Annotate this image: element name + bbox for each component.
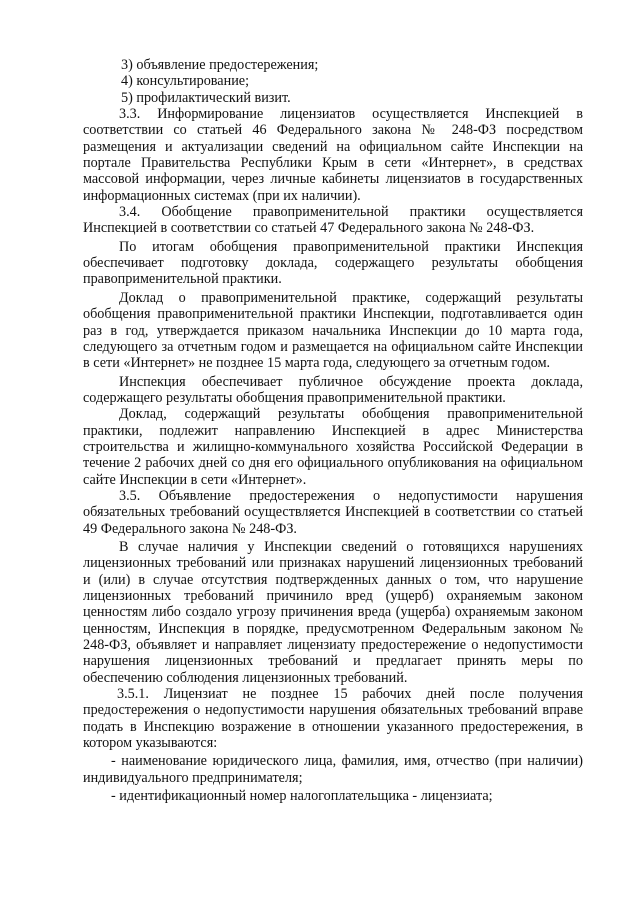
- list-item: - наименование юридического лица, фамилия, имя, отчество (при наличии) индивидуального предпринимателя;: [83, 753, 583, 786]
- paragraph: По итогам обобщения правоприменительной практики Инспекция обеспечивает подготовку доклада, содержащего результаты обобщения правоприменительной практики.: [83, 238, 583, 288]
- list-item: - идентификационный номер налогоплательщика - лицензиата;: [111, 788, 493, 805]
- paragraph: Доклад, содержащий результаты обобщения правоприменительной практики, подлежит направлению Инспекцией в адрес Министерства строительства и жилищно-коммунального хозяйства Российской Федерации в течение 2 рабочих дней со дня его официального опубликования на официальном сайте Инспекции в сети «Интернет».: [83, 406, 583, 488]
- list-item: 4) консультирование;: [121, 73, 250, 90]
- paragraph-3-3: 3.3. Информирование лицензиатов осуществляется Инспекцией в соответствии со статьей 46 Федерального закона № 248-ФЗ посредством размещения и актуализации сведений на официальном сайте Инспекции на портале Правительства Республики Крым в сети «Интернет», в средствах массовой информации, через личные кабинеты лицензиатов в государственных информационных системах (при их наличии).: [83, 106, 583, 204]
- list-item: 5) профилактический визит.: [121, 89, 291, 106]
- paragraph-3-5: 3.5. Объявление предостережения о недопустимости нарушения обязательных требований осуществляется Инспекцией в соответствии со статьей 49 Федерального закона № 248-ФЗ.: [83, 487, 583, 537]
- list-item: 3) объявление предостережения;: [121, 57, 319, 73]
- paragraph-3-5-1: 3.5.1. Лицензиат не позднее 15 рабочих дней после получения предостережения о недопустимости нарушения обязательных требований вправе подать в Инспекцию возражение в отношении указанного предостережения, в котором указываются:: [83, 686, 583, 752]
- paragraph-3-4: 3.4. Обобщение правоприменительной практики осуществляется Инспекцией в соответствии со статьей 47 Федерального закона № 248-ФЗ.: [83, 204, 583, 237]
- paragraph: В случае наличия у Инспекции сведений о готовящихся нарушениях лицензионных требований или признаках нарушений лицензионных требований и (или) в случае отсутствия подтвержденных данных о том, что нарушение лицензионных требований причинило вред (ущерб) охраняемым законом ценностям либо создало угрозу причинения вреда (ущерба) охраняемым законом ценностям, Инспекция в порядке, предусмотренном Федеральным законом № 248-ФЗ, объявляет и направляет лицензиату предостережение о недопустимости нарушения лицензионных требований и предлагает принять меры по обеспечению соблюдения лицензионных требований.: [83, 538, 583, 686]
- paragraph: Доклад о правоприменительной практике, содержащий результаты обобщения правоприменительной практики Инспекции, подготавливается один раз в год, утверждается приказом начальника Инспекции до 10 марта года, следующего за отчетным годом и размещается на официальном сайте Инспекции в сети «Интернет» не позднее 15 марта года, следующего за отчетным годом.: [83, 289, 583, 372]
- paragraph: Инспекция обеспечивает публичное обсуждение проекта доклада, содержащего результаты обобщения правоприменительной практики.: [83, 373, 583, 406]
